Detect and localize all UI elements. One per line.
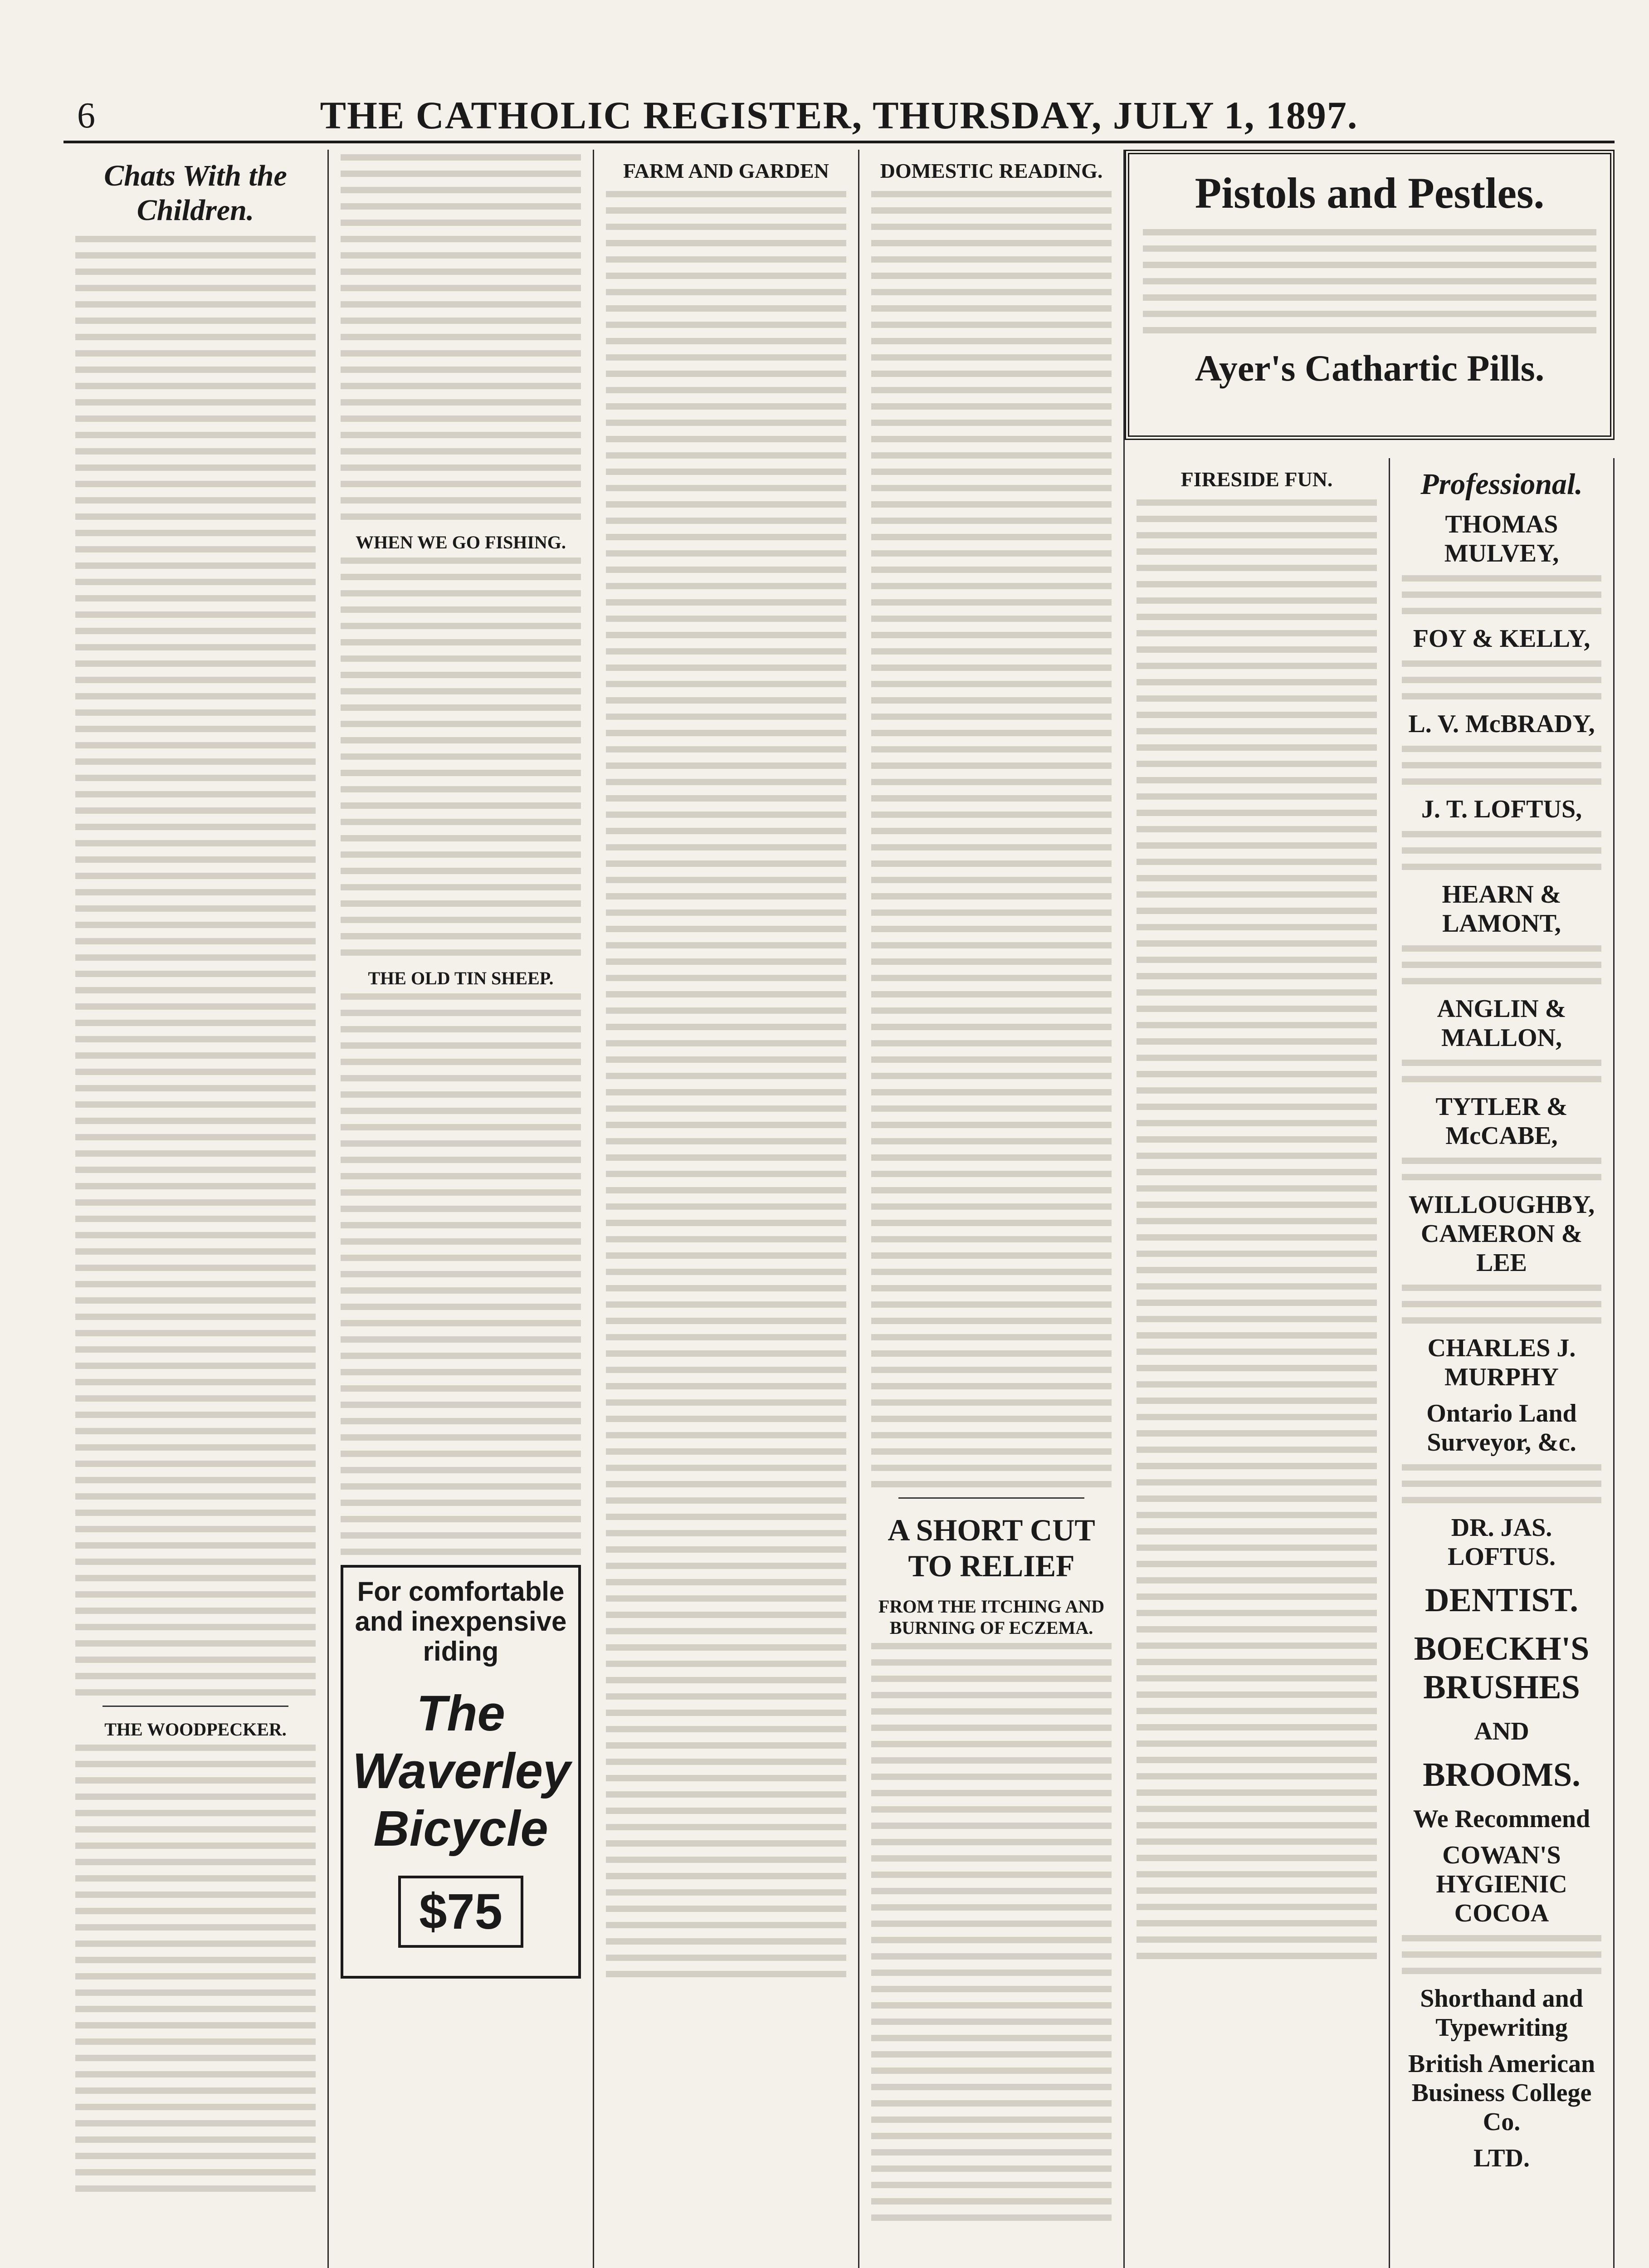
ayers-text-placeholder — [1143, 229, 1596, 333]
chats-text-placeholder — [75, 236, 316, 1696]
card-text-placeholder — [1402, 746, 1601, 785]
card-willoughby: WILLOUGHBY, CAMERON & LEE — [1408, 1191, 1595, 1277]
shorthand-line-2: British American Business College Co. — [1408, 2050, 1595, 2136]
card-text-placeholder — [1402, 1285, 1601, 1324]
waverley-headline: For comfortable and inexpensive riding — [355, 1576, 567, 1667]
cowan-text-placeholder — [1402, 1935, 1601, 1974]
card-surveyor: Ontario Land Surveyor, &c. — [1426, 1399, 1577, 1457]
chats-title: Chats With the Children. — [104, 159, 287, 227]
card-anglin-mallon: ANGLIN & MALLON, — [1437, 995, 1566, 1052]
card-dentist: DENTIST. — [1425, 1582, 1578, 1619]
card-tytler-mccabe: TYTLER & McCABE, — [1435, 1093, 1568, 1150]
waverley-brand: The Waverley Bicycle — [352, 1686, 571, 1857]
newspaper-title: THE CATHOLIC REGISTER, THURSDAY, JULY 1, 1897. — [320, 93, 1358, 137]
domestic-reading-title: DOMESTIC READING. — [880, 159, 1103, 182]
fireside-fun-title: FIRESIDE FUN. — [1181, 468, 1333, 491]
card-hearn-lamont: HEARN & LAMONT, — [1442, 880, 1561, 938]
card-mulvey: THOMAS MULVEY, — [1444, 510, 1559, 567]
card-text-placeholder — [1402, 1060, 1601, 1082]
card-text-placeholder — [1402, 660, 1601, 699]
ayers-brand: Ayer's Cathartic Pills. — [1195, 347, 1545, 389]
tin-sheep-poem-title: THE OLD TIN SHEEP. — [368, 968, 554, 988]
waverley-price: $75 — [398, 1876, 523, 1948]
waverley-bicycle-ad — [341, 1565, 581, 1979]
section-rule — [898, 1497, 1084, 1499]
farm-garden-text-placeholder — [606, 191, 846, 1977]
boeckh-line-3: BROOMS. — [1423, 1756, 1581, 1794]
boeckh-line-2: AND — [1474, 1717, 1529, 1745]
fishing-poem-placeholder — [341, 557, 581, 956]
column-professional — [1390, 458, 1615, 2268]
tin-sheep-poem-placeholder — [341, 993, 581, 1555]
shorthand-line-1: Shorthand and Typewriting — [1420, 1984, 1583, 2042]
shorthand-line-3: LTD. — [1473, 2144, 1530, 2172]
relief-headline: A SHORT CUT TO RELIEF — [888, 1513, 1095, 1583]
woodpecker-title: THE WOODPECKER. — [104, 1719, 287, 1740]
boeckh-line-1: BOECKH'S BRUSHES — [1414, 1630, 1590, 1706]
relief-subhead: FROM THE ITCHING AND BURNING OF ECZEMA. — [878, 1596, 1105, 1638]
card-dr-loftus: DR. JAS. LOFTUS. — [1447, 1514, 1556, 1571]
professional-title: Professional. — [1420, 468, 1583, 501]
page-number: 6 — [77, 96, 95, 136]
card-foy-kelly: FOY & KELLY, — [1413, 625, 1590, 653]
section-rule — [102, 1706, 288, 1707]
column-domestic-reading — [859, 150, 1125, 2268]
card-text-placeholder — [1402, 1158, 1601, 1180]
ayers-title: Pistols and Pestles. — [1195, 169, 1545, 217]
cowan-name: COWAN'S HYGIENIC COCOA — [1436, 1841, 1567, 1927]
farm-garden-title: FARM AND GARDEN — [623, 159, 829, 182]
fireside-fun-text-placeholder — [1137, 499, 1377, 1959]
domestic-reading-text-placeholder — [871, 191, 1112, 1487]
card-text-placeholder — [1402, 575, 1601, 614]
column-fireside-fun — [1125, 458, 1390, 2268]
fishing-poem-title: WHEN WE GO FISHING. — [356, 532, 566, 552]
card-text-placeholder — [1402, 1464, 1601, 1503]
column-farm-garden — [594, 150, 859, 2268]
card-text-placeholder — [1402, 945, 1601, 984]
column-poems — [329, 150, 594, 2268]
ayers-pills-ad — [1125, 150, 1615, 440]
woodpecker-text-placeholder — [75, 1745, 316, 2192]
cowan-intro: We Recommend — [1413, 1805, 1590, 1833]
masthead — [63, 86, 1615, 143]
bird-text-placeholder — [341, 154, 581, 520]
card-murphy: CHARLES J. MURPHY — [1427, 1334, 1576, 1391]
column-chats — [63, 150, 329, 2268]
card-mcbrady: L. V. McBRADY, — [1408, 710, 1595, 738]
card-text-placeholder — [1402, 831, 1601, 870]
relief-text-placeholder — [871, 1643, 1112, 2221]
card-loftus: J. T. LOFTUS, — [1421, 795, 1582, 823]
